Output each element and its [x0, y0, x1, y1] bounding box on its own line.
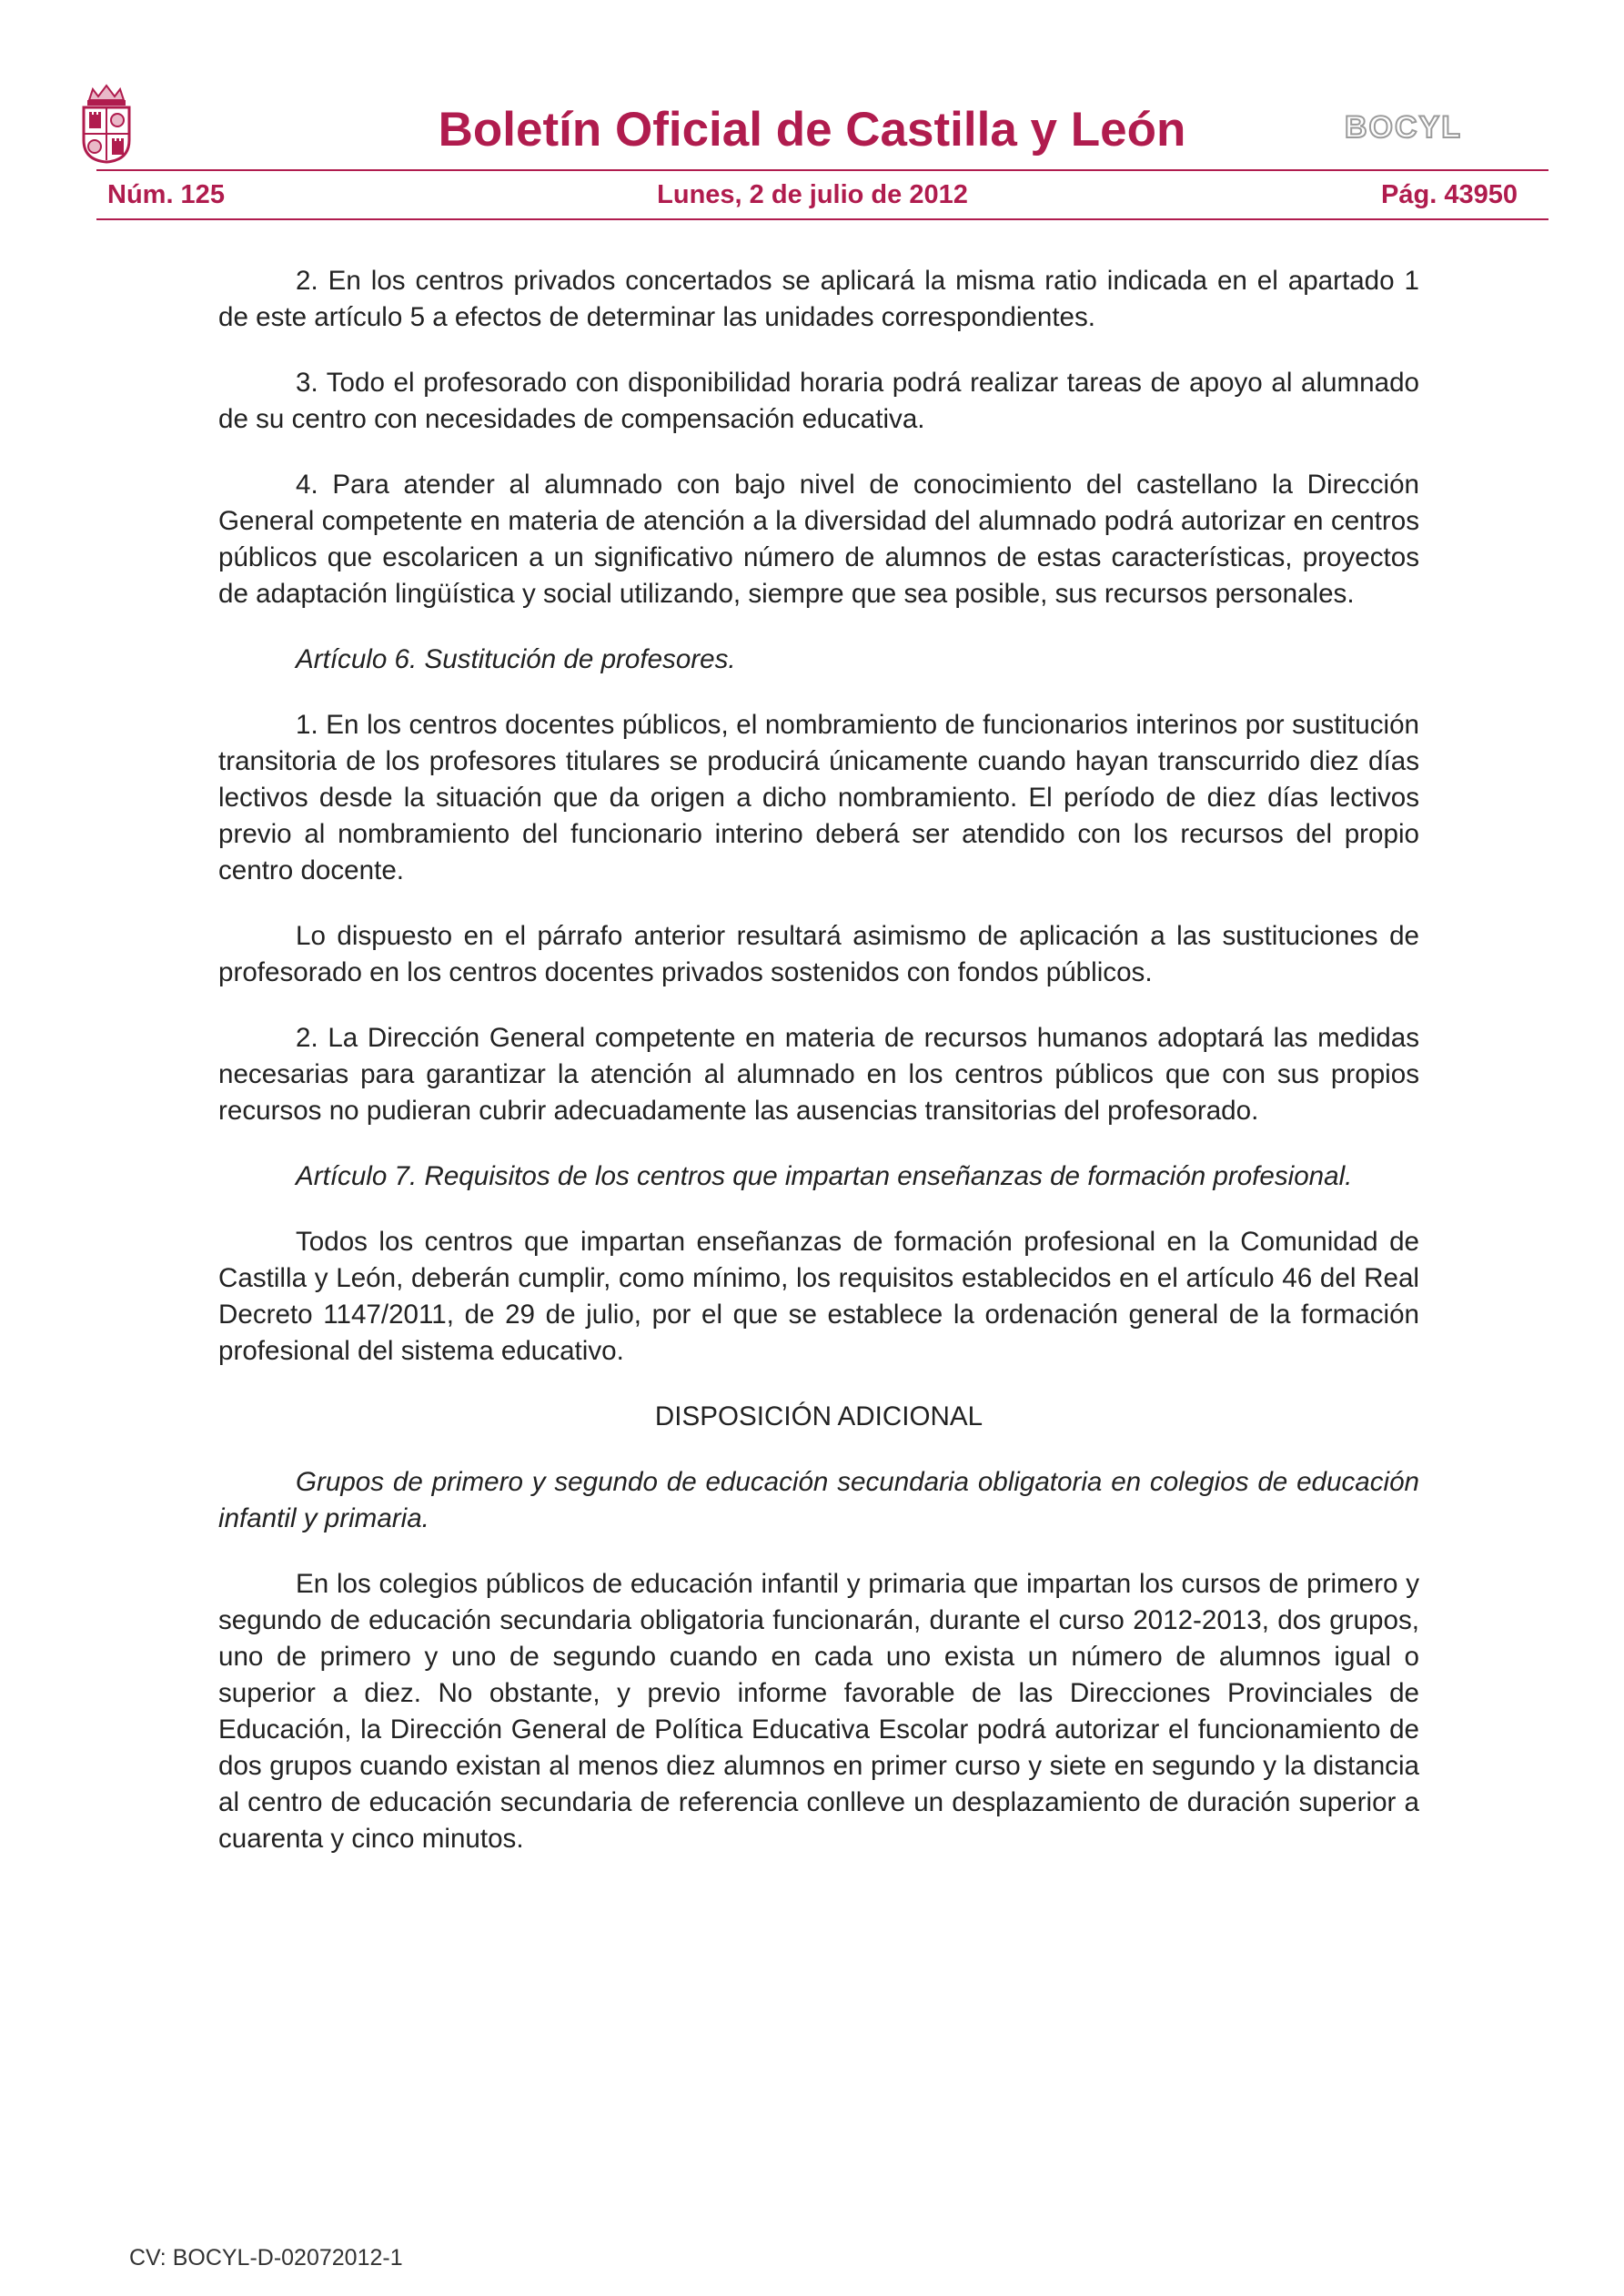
- paragraph: 2. La Dirección General competente en materia de recursos humanos adoptará las medidas necesarias para garantizar la atención al alumnado en los centros públicos que con sus propios recursos no pudieran cubrir adecuadamente las ausencias transitorias del profesorado.: [218, 1023, 1419, 1126]
- issue-number: Núm. 125: [107, 180, 225, 209]
- cv-code: CV: BOCYL-D-02072012-1: [129, 2245, 403, 2271]
- document-body: [218, 263, 1419, 1886]
- bulletin-title: Boletín Oficial de Castilla y León: [438, 103, 1186, 157]
- paragraph: 2. En los centros privados concertados se aplicará la misma ratio indicada en el apartado 1 de este artículo 5 a efectos de determinar las unidades correspondientes.: [218, 266, 1419, 332]
- article-heading: Artículo 6. Sustitución de profesores.: [296, 644, 736, 674]
- issue-date: Lunes, 2 de julio de 2012: [657, 180, 968, 209]
- article-heading: Artículo 7. Requisitos de los centros que impartan enseñanzas de formación profesional.: [296, 1161, 1353, 1191]
- section-subheading: Grupos de primero y segundo de educación secundaria obligatoria en colegios de educación infantil y primaria.: [218, 1467, 1419, 1533]
- page-number: Pág. 43950: [1381, 180, 1518, 209]
- bocyl-logo: BOCYL: [1345, 110, 1462, 145]
- header-meta: [107, 178, 1518, 211]
- paragraph: Todos los centros que impartan enseñanzas de formación profesional en la Comunidad de Castilla y León, deberán cumplir, como mínimo, los requisitos establecidos en el artículo 46 del Real Decreto 1147/2011, de 29 de julio, por el que se establece la ordenación general de la formación profesional del sistema educativo.: [218, 1227, 1419, 1366]
- paragraph: Lo dispuesto en el párrafo anterior resultará asimismo de aplicación a las sustituciones de profesorado en los centros docentes privados sostenidos con fondos públicos.: [218, 921, 1419, 987]
- paragraph: En los colegios públicos de educación infantil y primaria que impartan los cursos de primero y segundo de educación secundaria obligatoria funcionarán, durante el curso 2012-2013, dos grupos, uno de primero y uno de segundo cuando en cada uno exista un número de alumnos igual o superior a diez. No obstante, y previo informe favorable de las Direcciones Provinciales de Educación, la Dirección General de Política Educativa Escolar podrá autorizar el funcionamiento de dos grupos cuando existan al menos diez alumnos en primer curso y siete en segundo y la distancia al centro de educación secundaria de referencia conlleve un desplazamiento de duración superior a cuarenta y cinco minutos.: [218, 1569, 1419, 1854]
- header-divider-top: [96, 169, 1548, 171]
- paragraph: 3. Todo el profesorado con disponibilidad horaria podrá realizar tareas de apoyo al alumnado de su centro con necesidades de compensación educativa.: [218, 368, 1419, 434]
- paragraph: 4. Para atender al alumnado con bajo nivel de conocimiento del castellano la Dirección General competente en materia de atención a la diversidad del alumnado podrá autorizar en centros públicos que escolaricen a un significativo número de alumnos de estas características, proyectos de adaptación lingüística y social utilizando, siempre que sea posible, sus recursos personales.: [218, 470, 1419, 609]
- paragraph: 1. En los centros docentes públicos, el nombramiento de funcionarios interinos por sustitución transitoria de los profesores titulares se producirá únicamente cuando hayan transcurrido diez días lectivos desde la situación que da origen a dicho nombramiento. El período de diez días lectivos previo al nombramiento del funcionario interino deberá ser atendido con los recursos del propio centro docente.: [218, 710, 1419, 885]
- section-heading: DISPOSICIÓN ADICIONAL: [654, 1401, 983, 1431]
- header-divider-bottom: [96, 218, 1548, 220]
